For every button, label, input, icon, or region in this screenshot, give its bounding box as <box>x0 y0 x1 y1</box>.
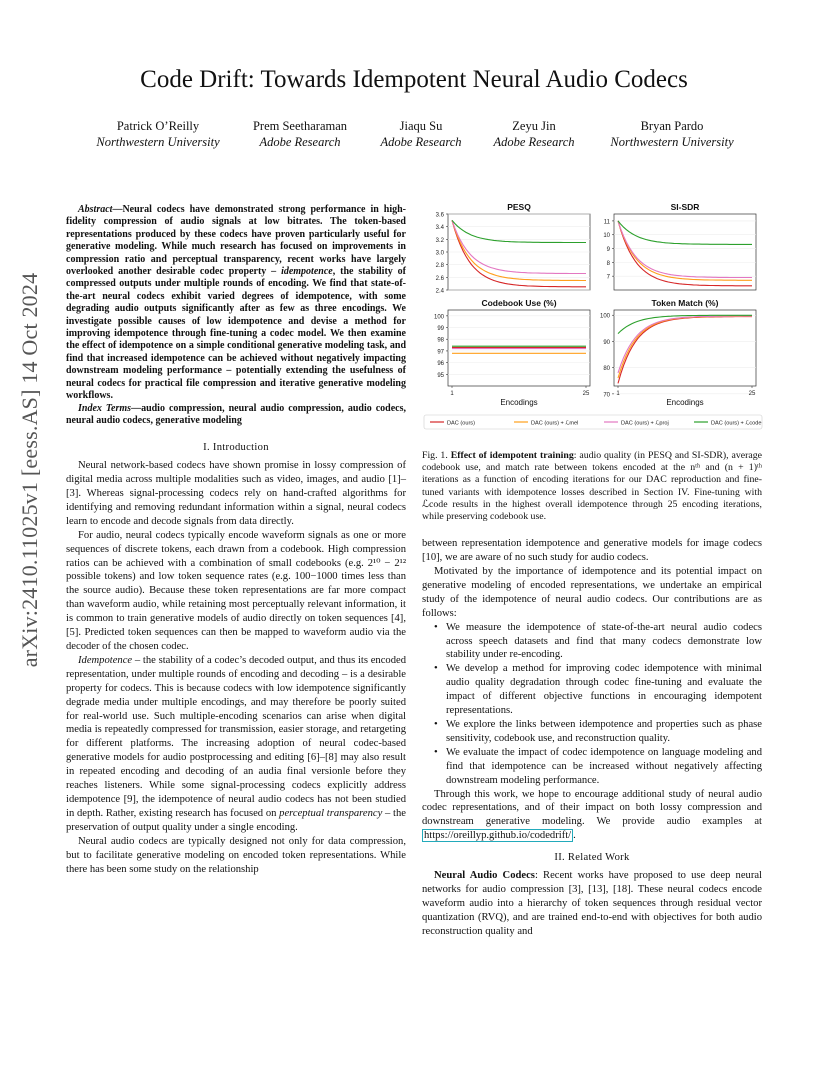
x-tick-label: 1 <box>616 391 620 397</box>
left-column <box>66 204 406 876</box>
body-paragraph: between representation idempotence and generative models for image codecs [10], we are aware of no such study for audio codecs. <box>422 538 762 564</box>
x-axis-label: Encodings <box>666 398 704 407</box>
intro-emphasis: Idempotence <box>78 654 133 666</box>
list-item: • We explore the links between idempotence and properties such as phase sensitivity, codebook use, and reconstruction quality. <box>446 718 762 746</box>
y-tick-label: 11 <box>603 219 610 226</box>
author-affiliation: Northwestern University <box>610 135 734 149</box>
body-text: Through this work, we hope to encourage additional study of neural audio codec representations, and of their impact on both lossy compression and downstream generative modeling. We provide audio examples at <box>422 788 762 828</box>
list-item: • We develop a method for improving codec idempotence with minimal audio quality degradation through codec fine-tuning and evaluate the impact of different objective functions in encouraging idempotent representations. <box>446 662 762 718</box>
x-tick-label: 1 <box>450 391 454 397</box>
contributions-list <box>422 621 762 788</box>
legend-label: DAC (ours) + ℒcode <box>711 420 762 427</box>
body-text: : Recent works have proposed to use deep neural networks for audio compression [3], [13], [18]. These neural codecs encode waveform audio into a hierarchy of token sequences through residual vector quantization (RVQ), and are trained end-to-end with objectives for both audio reconstruction quality and <box>422 870 762 937</box>
y-tick-label: 7 <box>606 274 610 281</box>
body-text: . <box>573 830 576 842</box>
intro-paragraph: For audio, neural codecs typically encode waveform signals as one or more sequences of discrete tokens, each drawn from a codebook. High compression ratios can be achieved with a combination of small codebooks (e.g. 2¹⁰ − 2¹² possible tokens) and low token sequence rates (e.g. 100−1000 times less than the source audio). Because these token representations are far more compact than waveform audio, while retaining most perceptually relevant information, it is common to train generative models of audio directly on token sequences [4], [5]. Predicted token sequences can then be mapped to waveform audio via the decoder of the chosen codec. <box>66 529 406 652</box>
intro-paragraph <box>66 654 406 835</box>
list-item: • We measure the idempotence of state-of-the-art neural audio codecs across speech datasets and find that many codecs demonstrate low stability under re-encoding. <box>446 621 762 663</box>
legend-label: DAC (ours) <box>447 420 475 427</box>
paper-title: Code Drift: Towards Idempotent Neural Audio Codecs <box>140 66 688 93</box>
author-affiliation: Northwestern University <box>96 135 220 149</box>
figure-caption <box>422 450 762 523</box>
y-tick-label: 3.4 <box>435 225 444 232</box>
y-tick-label: 3.0 <box>435 250 444 257</box>
author-block <box>464 118 604 150</box>
y-tick-label: 3.2 <box>435 237 444 244</box>
x-axis-label: Encodings <box>500 398 538 407</box>
panel-title: SI-SDR <box>670 202 700 212</box>
y-tick-label: 2.8 <box>435 263 444 270</box>
author-affiliation: Adobe Research <box>259 135 341 149</box>
abstract-label: Abstract <box>78 204 113 215</box>
y-tick-label: 100 <box>599 313 610 320</box>
caption-text: : audio quality (in PESQ and SI-SDR), average codebook use, and match rate between tokens encoded at the nᵗʰ and (n + 1)ᵗʰ iterations as a function of encoding iterations for our DAC reproduction and fine-tuned variants with idempotence losses described in Section IV. Fine-tuning with ℒcode results in the highest overall idempotence through 25 encoding iterations, while preserving codebook use. <box>422 450 762 523</box>
list-item: • We evaluate the impact of codec idempotence on language modeling and find that idempotence can be increased without negatively affecting downstream modeling performance. <box>446 746 762 788</box>
author-block <box>88 118 228 150</box>
abstract-text-cont: , the stability of compressed outputs under multiple rounds of encoding. We find that state-of-the-art neural codecs exhibit varied degrees of idempotence, with some degrading audio outputs significantly after as few as three encodings. We investigate possible causes of low idempotence and devise a method for improving idempotence through fine-tuning a codec model. We then examine the effect of idempotence on a simple conditional generative modeling task, and find that increased idempotence can be achieved without negatively impacting downstream modeling performance – potentially extending the usefulness of neural codecs for practical file compression and iterative generative modeling workflows. <box>66 266 406 402</box>
intro-paragraph: Neural network-based codecs have shown promise in lossy compression of digital media across multiple modalities such as video, images, and audio [1]–[3]. Whereas signal-processing codecs rely on hand-crafted algorithms for identifying and removing redundant information within a signal, neural codecs learn to encode and decode signals from data directly. <box>66 460 406 527</box>
intro-emphasis: perceptual transparency <box>279 807 383 819</box>
x-tick-label: 25 <box>582 391 590 397</box>
body-paragraph <box>422 788 762 844</box>
y-tick-label: 99 <box>437 326 444 333</box>
caption-bold: Effect of idempotent training <box>450 450 574 461</box>
index-terms-label: Index Terms <box>78 402 132 414</box>
author-name: Prem Seetharaman <box>252 119 348 133</box>
right-column <box>422 450 762 939</box>
legend-label: DAC (ours) + ℒmel <box>531 420 579 427</box>
arxiv-side-stamp: arXiv:2410.11025v1 [eess.AS] 14 Oct 2024 <box>17 272 42 668</box>
y-tick-label: 3.6 <box>435 212 444 219</box>
y-tick-label: 98 <box>437 337 444 344</box>
y-tick-label: 70 <box>603 392 610 399</box>
author-affiliation: Adobe Research <box>493 135 575 149</box>
abstract <box>66 204 406 403</box>
intro-paragraph: Neural audio codecs are typically designed not only for data compression, but to facilitate generative modeling on encoded token representations. While there has been some study on the relationship <box>66 835 406 875</box>
author-affiliation: Adobe Research <box>380 135 462 149</box>
y-tick-label: 9 <box>606 247 610 254</box>
section-heading: II. Related Work <box>554 852 630 864</box>
y-tick-label: 90 <box>603 339 610 346</box>
author-block <box>230 118 370 150</box>
panel-title: PESQ <box>507 202 531 212</box>
y-tick-label: 96 <box>437 361 444 368</box>
y-tick-label: 10 <box>603 233 610 240</box>
panel-frame <box>614 310 756 386</box>
legend-label: DAC (ours) + ℒproj <box>621 420 669 427</box>
y-tick-label: 2.4 <box>435 288 444 295</box>
panel-title: Token Match (%) <box>651 298 719 308</box>
project-link[interactable]: https://oreillyp.github.io/codedrift/ <box>424 830 572 842</box>
y-tick-label: 100 <box>433 314 444 321</box>
y-tick-label: 2.6 <box>435 275 444 282</box>
intro-text: – the stability of a codec’s decoded output, and thus its encoded representation, under multiple rounds of encoding and decoding – is a desirable property for codecs. This is because codecs with low idempotence significantly degrade media under multiple encodings, and may therefore be poorly suited for real-world use. Such multiple-encoding scenarios can arise when digital media is repeatedly compressed for transmission, easier storage, and retargeting for different platforms. The increasing adoption of neural codec-based generative models for audio postprocessing and editing [6]–[8] may also result in repeated encoding and decoding of an audia final versionle before they reaches listeners. While some signal-processing codecs explicitly address idempotence [9], the idempotence of neural audio codecs has not been studied in depth. Rather, existing research has focused on <box>66 654 406 819</box>
author-name: Jiaqu Su <box>399 119 443 133</box>
author-name: Bryan Pardo <box>640 119 704 133</box>
index-terms <box>66 403 406 428</box>
y-tick-label: 95 <box>437 372 444 379</box>
panel-title: Codebook Use (%) <box>481 298 557 308</box>
body-paragraph: Motivated by the importance of idempotence and its potential impact on generative modeling of encoded representations, we undertake an empirical study of the idempotence of neural audio codecs. Our contributions are as follows: <box>422 566 762 619</box>
author-name: Zeyu Jin <box>512 119 556 133</box>
abstract-emphasis: idempotence <box>281 266 333 278</box>
section-heading: I. Introduction <box>203 442 269 454</box>
caption-label: Fig. 1. <box>422 450 448 461</box>
figure-1-chart <box>420 200 765 436</box>
index-terms-text: —audio compression, neural audio compression, audio codecs, neural audio codecs, generative modeling <box>66 402 406 426</box>
y-tick-label: 97 <box>437 349 444 356</box>
abstract-text: —Neural codecs have demonstrated strong performance in high-fidelity compression of audio signals at low bitrates. The token-based representations produced by these codecs have proven particularly useful for generative modeling. While much research has focused on improvements in compression ratio and perceptual transparency, recent works have largely overlooked another desirable codec property – <box>66 204 406 278</box>
x-tick-label: 25 <box>748 391 756 397</box>
author-name: Patrick O’Reilly <box>116 119 200 133</box>
y-tick-label: 80 <box>603 366 610 373</box>
body-paragraph <box>422 869 762 939</box>
y-tick-label: 8 <box>606 260 610 267</box>
author-block <box>602 118 742 150</box>
paragraph-lead: Neural Audio Codecs <box>434 870 535 882</box>
intro-text: – the preservation of output quality under a single encoding. <box>66 807 406 833</box>
